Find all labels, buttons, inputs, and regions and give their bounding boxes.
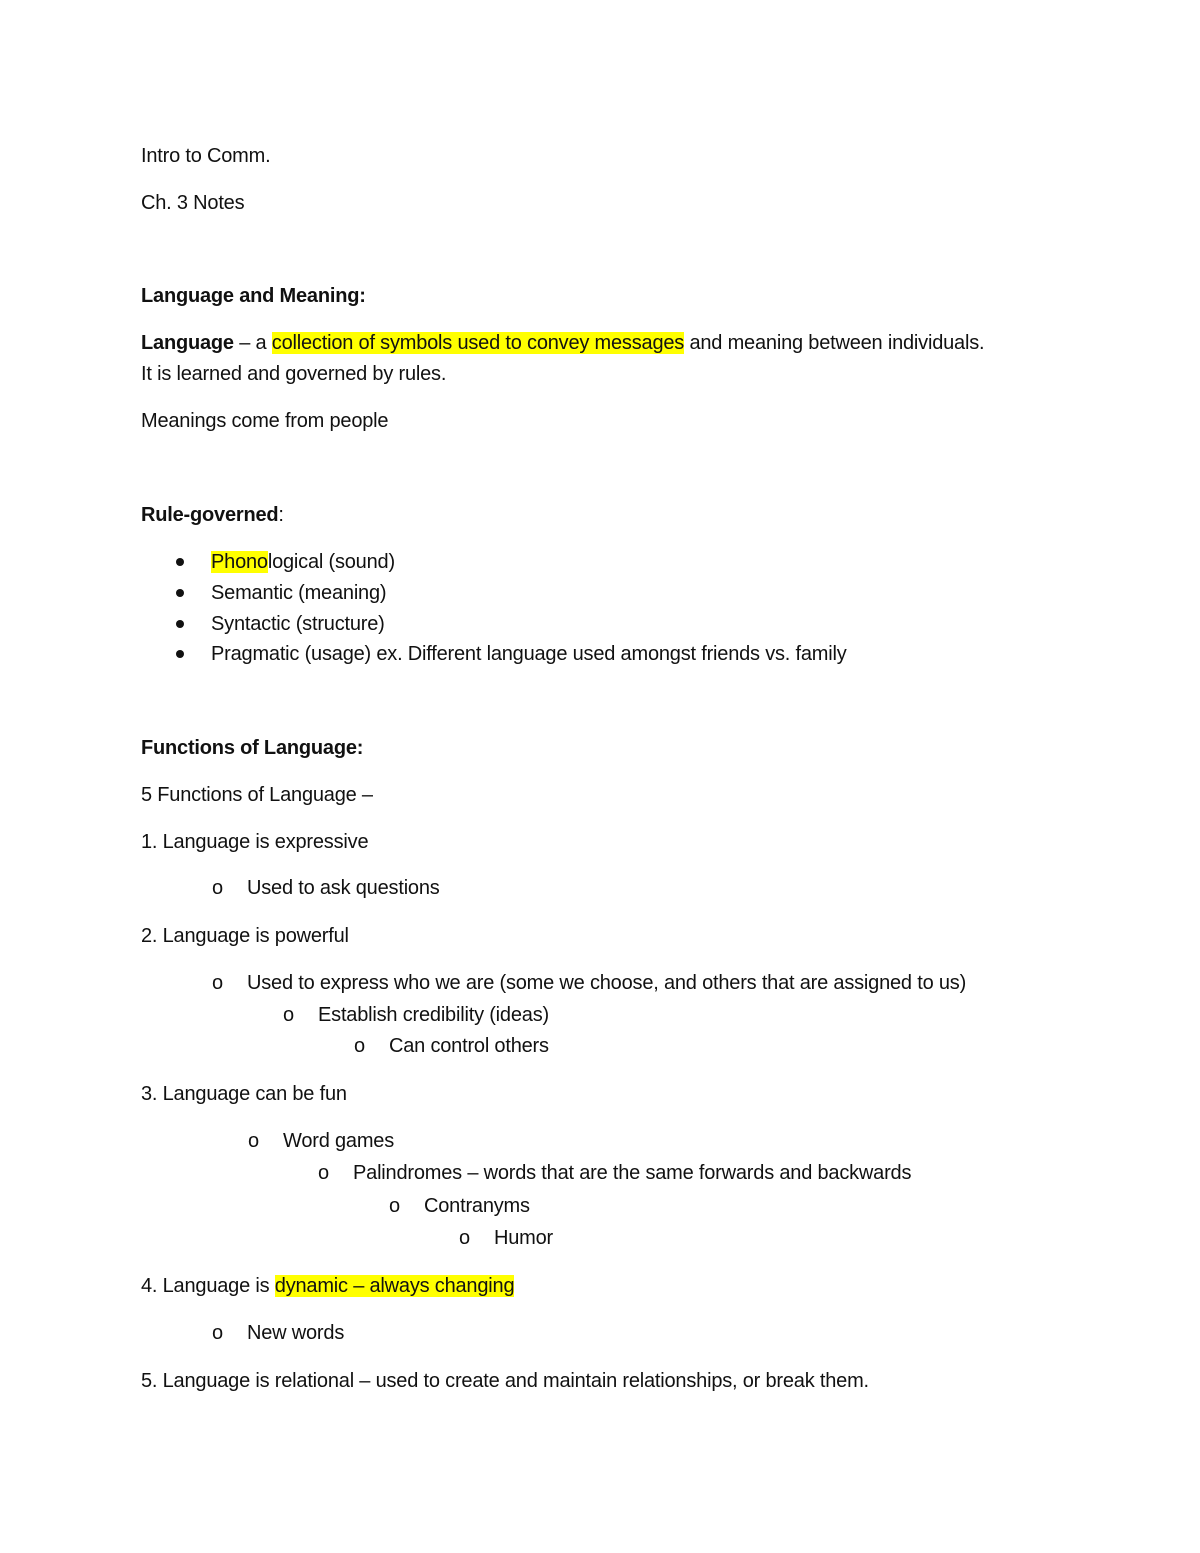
bullet-item-pragmatic: Pragmatic (usage) ex. Different language used amongst friends vs. family [211, 643, 847, 665]
bullet-item-syntactic: Syntactic (structure) [211, 613, 385, 635]
section-heading-rule-governed [141, 503, 284, 527]
function-2: 2. Language is powerful [141, 925, 349, 947]
circle-bullet-icon: o [212, 1322, 224, 1344]
function-3-sub-2: Palindromes – words that are the same forwards and backwards [353, 1162, 912, 1184]
function-3-sub-1: Word games [283, 1130, 395, 1152]
function-1: 1. Language is expressive [141, 831, 369, 853]
rule-governed-colon: : [278, 504, 284, 526]
definition-rest: and meaning between individuals. [684, 332, 985, 354]
meanings-line: Meanings come from people [141, 410, 389, 432]
function-4-sub-1: New words [247, 1322, 345, 1344]
bullet-icon [176, 589, 184, 597]
circle-bullet-icon: o [318, 1162, 330, 1184]
section-heading-language-meaning: Language and Meaning: [141, 285, 366, 307]
circle-bullet-icon: o [283, 1004, 295, 1026]
function-3-sub-3: Contranyms [424, 1195, 530, 1217]
circle-bullet-icon: o [459, 1227, 471, 1249]
definition-dash: – a [233, 332, 272, 354]
functions-intro: 5 Functions of Language – [141, 784, 373, 806]
definition-term: Language [141, 332, 234, 354]
function-4-label: 4. Language is [141, 1275, 275, 1297]
definition-line-2: It is learned and governed by rules. [141, 363, 447, 385]
bullet-icon [176, 558, 184, 566]
doc-subtitle: Ch. 3 Notes [141, 192, 245, 214]
bullet-text: logical (sound) [267, 551, 395, 573]
function-4 [141, 1274, 514, 1298]
function-4-highlight: dynamic – always changing [274, 1275, 515, 1297]
definition-highlight: collection of symbols used to convey messages [271, 332, 685, 354]
bullet-icon [176, 650, 184, 658]
function-3: 3. Language can be fun [141, 1083, 347, 1105]
definition-line [141, 331, 984, 355]
rule-governed-label: Rule-governed [141, 504, 279, 526]
bullet-item-phonological [211, 550, 395, 574]
circle-bullet-icon: o [212, 972, 224, 994]
function-3-sub-4: Humor [494, 1227, 554, 1249]
circle-bullet-icon: o [248, 1130, 260, 1152]
function-2-sub-2: Establish credibility (ideas) [318, 1004, 549, 1026]
circle-bullet-icon: o [212, 877, 224, 899]
function-2-sub-3: Can control others [389, 1035, 549, 1057]
circle-bullet-icon: o [354, 1035, 366, 1057]
circle-bullet-icon: o [389, 1195, 401, 1217]
bullet-item-semantic: Semantic (meaning) [211, 582, 387, 604]
bullet-icon [176, 620, 184, 628]
function-1-sub-1: Used to ask questions [247, 877, 440, 899]
function-5: 5. Language is relational – used to create and maintain relationships, or break them. [141, 1370, 869, 1392]
function-2-sub-1: Used to express who we are (some we choose, and others that are assigned to us) [247, 972, 967, 994]
bullet-highlight: Phono [211, 551, 268, 573]
doc-title: Intro to Comm. [141, 145, 271, 167]
section-heading-functions: Functions of Language: [141, 737, 364, 759]
